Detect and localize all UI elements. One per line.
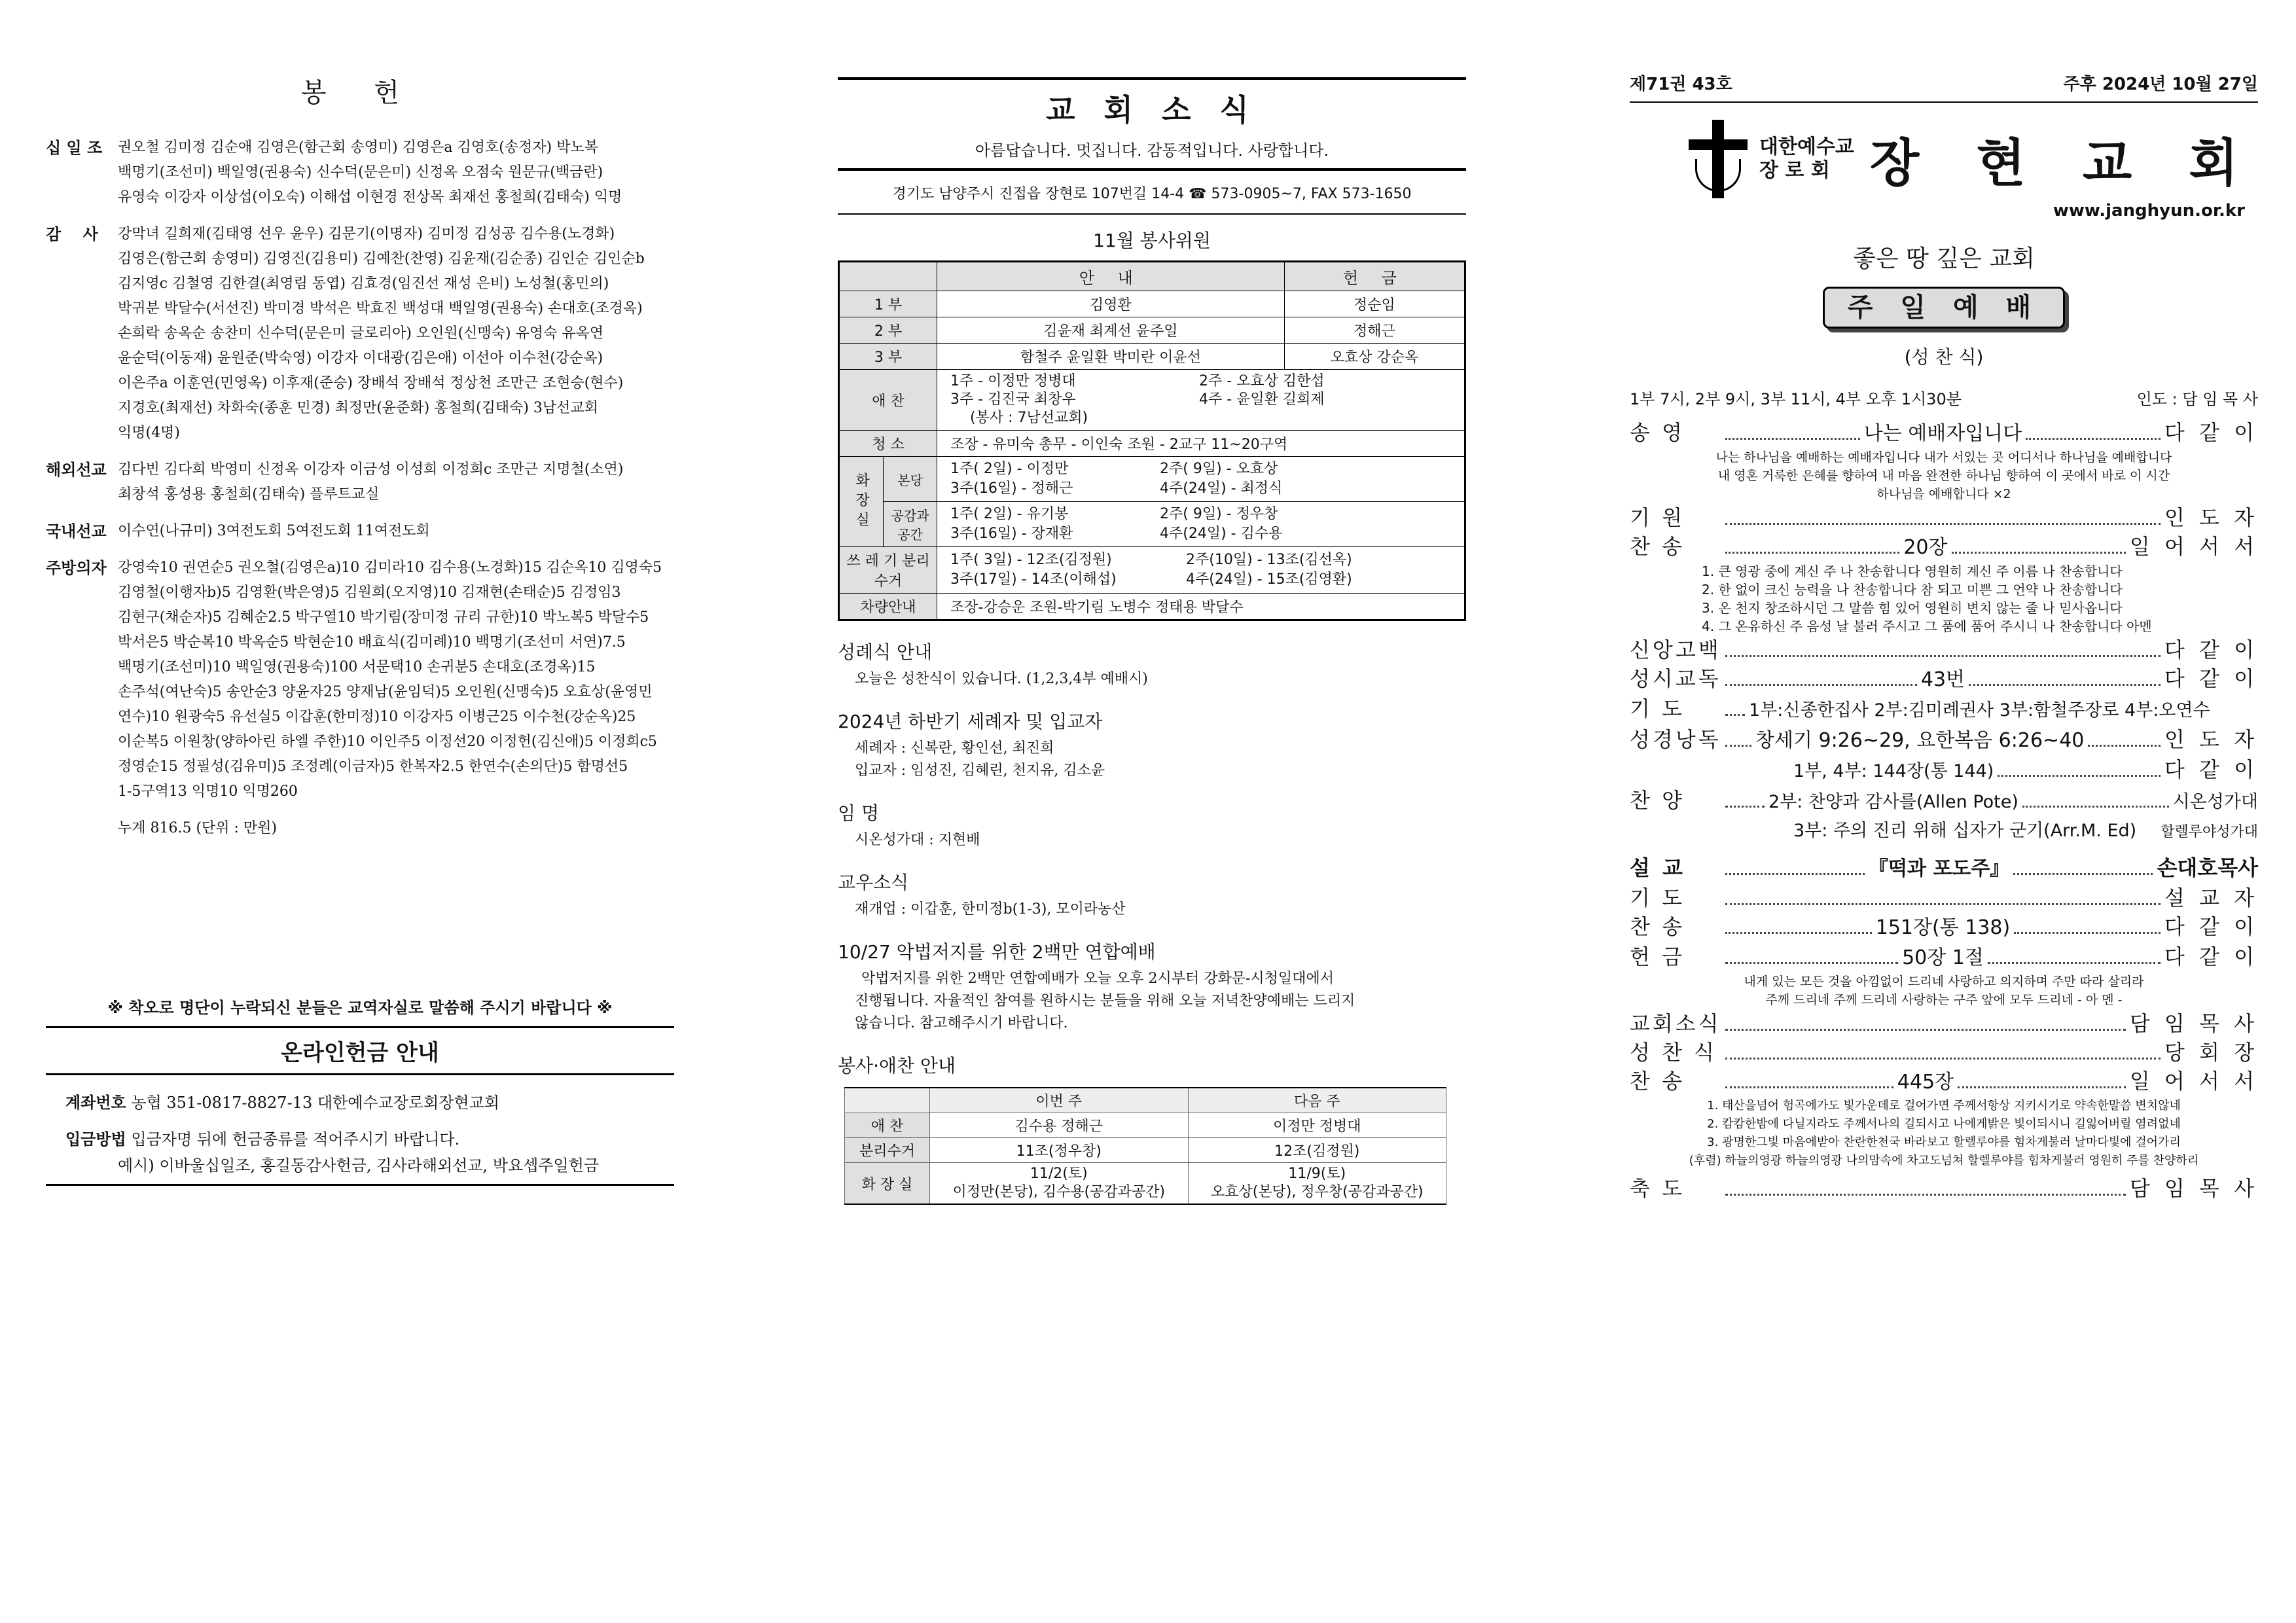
vol-head-guide: 안 내 [937, 262, 1285, 291]
offering-line: 연수)10 원광숙5 유선실5 이갑훈(한미정)10 이강자5 이병근25 이수천(강순옥)25 [118, 709, 636, 725]
appointment-text: 시온성가대 : 지현배 [855, 832, 980, 848]
communion-heading: 성례식 안내 [838, 641, 933, 663]
order-item: 찬 양 2부: 찬양과 감사를(Allen Pote) 시온성가대 [1630, 788, 2258, 813]
divider [1630, 101, 2258, 103]
order-item: 헌 금 50장 1절 다 같 이 [1630, 944, 2259, 969]
service-times-row [1630, 386, 2258, 409]
method-label: 입금방법 [65, 1130, 126, 1149]
offering-line: 이수연(나규미) 3여전도회 5여전도회 11여전도회 [118, 523, 430, 539]
order-item: 3부: 주의 진리 위해 십자가 군기(Arr.M. Ed) 할렐루야성가대 [1793, 821, 2258, 841]
order-item: 기 도 1부:신종한집사 2부:김미례권사 3부:함철주장로 4부:오연수 [1630, 696, 2210, 721]
rally-heading: 10/27 악법저지를 위한 2백만 연합예배 [838, 941, 1156, 963]
offering-line: 이은주a 이훈연(민영옥) 이후재(준승) 장배석 장배석 정상천 조만근 조현승(현수) [118, 375, 624, 391]
rally-text-3: 않습니다. 참고해주시기 바랍니다. [855, 1015, 1068, 1031]
offering-total: 누계 816.5 (단위 : 만원) [118, 820, 278, 836]
order-item: 송 영 나는 예배자입니다 다 같 이 [1630, 420, 2259, 445]
offering-line: 최창석 홍성용 홍철희(김태숙) 플루트교실 [118, 486, 380, 503]
news-subtitle: 아름답습니다. 멋집니다. 감동적입니다. 사랑합니다. [975, 141, 1329, 160]
service-title: 주 일 예 배 [1823, 287, 2065, 329]
denomination-line-1: 대한예수교 [1759, 135, 1854, 158]
offering-column [46, 0, 674, 841]
table-row: 쓰 레 기 분리수거 1주( 3일) - 12조(김정원) 2주(10일) - 13조(김선옥) 3주(17일) - 14조(이해섭) 4주(24일) - 15조(김영환) [839, 547, 1465, 594]
method-row [46, 1126, 674, 1152]
account-value: 농협 351-0817-8827-13 대한예수교장로회장현교회 [131, 1094, 500, 1112]
offering-line: 이순복5 이원창(양하아린 하엘 주한)10 이인주5 이정선20 이정헌(김신애)5 이정희c5 [118, 734, 657, 750]
order-item: 찬 송 151장(통 138) 다 같 이 [1630, 914, 2258, 939]
offering-line: 강영숙10 권연순5 권오철(김영은a)10 김미라10 김수용(노경화)15 김순옥10 김영숙5 [118, 560, 662, 576]
rally-text-2: 진행됩니다. 자율적인 참여를 원하시는 분들을 위해 오늘 저녁찬양예배는 드리지 [855, 993, 1355, 1009]
method-value: 입금자명 뒤에 헌금종류를 적어주시기 바랍니다. [131, 1130, 460, 1149]
news-header [838, 77, 1466, 171]
account-label: 계좌번호 [65, 1094, 126, 1112]
offering-line: 윤순덕(이동재) 윤원준(박숙영) 이강자 이대광(김은애) 이선아 이수천(강순옥) [118, 350, 603, 366]
church-name: 장 현 교 회 [1869, 134, 2258, 193]
offering-line: 김지영c 김철영 김한결(최영림 동엽) 김효경(임진선 재성 은비) 노성철(홍민의) [118, 276, 609, 292]
offering-line: 백명기(조선미)10 백일영(권용숙)100 서문택10 손귀분5 손대호(조경옥)15 [118, 659, 596, 675]
member-news-heading: 교우소식 [838, 872, 909, 893]
account-row [46, 1090, 674, 1116]
order-item: 1부, 4부: 144장(통 144) 다 같 이 [1793, 757, 2258, 782]
baptism-text-1: 세례자 : 신복란, 황인선, 최진희 [855, 740, 1054, 757]
service-times: 1부 7시, 2부 9시, 3부 11시, 4부 오후 1시30분 [1630, 390, 1962, 408]
offering-group [46, 135, 674, 210]
offering-line: 권오철 김미정 김순애 김영은(함근회 송영미) 김영은a 김영호(송정자) 박노복 [118, 139, 598, 156]
offering-line: 백명기(조선미) 백일영(권용숙) 신수덕(문은미) 신정옥 오점숙 원문규(백금란) [118, 164, 603, 181]
offering-group-label: 해외선교 [46, 461, 107, 479]
volunteer-title: 11월 봉사위원 [1093, 230, 1211, 251]
table-row: 공감과 공간 1주( 2일) - 유기봉 2주( 9일) - 정우창 3주(16일) - 장재환 4주(24일) - 김수용 [839, 502, 1465, 547]
volunteer-table [838, 260, 1466, 621]
member-news-text: 재개업 : 이갑훈, 한미정b(1-3), 모이라농산 [855, 901, 1126, 918]
table-row: 화장실 본당 1주( 2일) - 이정만 2주( 9일) - 오효상 3주(16일) - 정해근 4주(24일) - 최정식 [839, 457, 1465, 502]
denomination-line-2: 장 로 회 [1759, 159, 1830, 182]
offering-line: 김영철(이행자b)5 김영환(박은영)5 김원희(오지영)10 김재현(손태순)5 김정임3 [118, 584, 621, 601]
order-item: 성시교독 43번 다 같 이 [1630, 666, 2258, 691]
table-row: 2 부 김윤재 최계선 윤주일 정해근 [839, 317, 1465, 344]
offering-line: 지경호(최재선) 차화숙(종훈 민경) 최정만(윤준화) 홍철희(김태숙) 3남선교회 [118, 400, 598, 416]
volume-number: 제71권 43호 [1630, 75, 1732, 94]
bulletin-date: 주후 2024년 10월 27일 [2063, 75, 2258, 94]
offering-line: 손주석(여난숙)5 송안순3 양윤자25 양재남(윤임덕)5 오인원(신맹숙)5 오효상(윤영민 [118, 684, 653, 700]
offering-line: 박귀분 박달수(서선진) 박미경 박석은 박효진 백성대 백일영(권용숙) 손대호(조경옥) [118, 300, 643, 317]
offering-title: 봉 헌 [301, 78, 419, 108]
order-item: 기 도 설 교 자 [1630, 885, 2258, 910]
table-row: 차량안내 조장-강승운 조원-박기림 노병수 정태용 박달수 [839, 594, 1465, 620]
offering-group [46, 556, 674, 804]
news-column [838, 0, 1466, 1205]
church-address: 경기도 남양주시 진접읍 장현로 107번길 14-4 ☎ 573-0905~7, FAX 573-1650 [892, 186, 1412, 202]
offering-group [46, 222, 674, 446]
offering-line: 강막녀 길희재(김태영 선우 윤우) 김문기(이명자) 김미정 김성공 김수용(노경화) [118, 226, 615, 242]
offering-line: 김영은(함근회 송영미) 김영진(김용미) 김예찬(찬영) 김윤재(김순종) 김인순 김인순b [118, 251, 645, 267]
service-leader: 인도 : 담 임 목 사 [2136, 390, 2258, 408]
order-item: 기 원 인 도 자 [1630, 505, 2258, 530]
order-item: 신앙고백 다 같 이 [1630, 637, 2258, 662]
offering-line: 익명(4명) [118, 425, 180, 441]
offering-group-label: 국내선교 [46, 522, 107, 541]
communion-text: 오늘은 성찬식이 있습니다. (1,2,3,4부 예배시) [855, 671, 1148, 687]
offering-line: 1-5구역13 익명10 익명260 [118, 783, 298, 800]
serve-heading: 봉사·애찬 안내 [838, 1055, 956, 1077]
offering-list [46, 135, 674, 804]
method-example: 예시) 이바울십일조, 홍길동감사헌금, 김사라해외선교, 박요셉주일헌금 [118, 1156, 600, 1175]
table-row: 청 소 조장 - 유미숙 총무 - 이인숙 조원 - 2교구 11~20구역 [839, 431, 1465, 457]
offering-group-label: 감 사 [46, 225, 98, 243]
order-item: 성경낭독 창세기 9:26~29, 요한복음 6:26~40 인 도 자 [1630, 727, 2258, 752]
rally-text-1: 악법저지를 위한 2백만 연합예배가 오늘 오후 2시부터 강화문-시청일대에서 [861, 971, 1334, 987]
order-item: 찬 송 445장 일 어 서 서 [1630, 1069, 2259, 1094]
offering-group [46, 519, 674, 544]
offering-group-label: 주방의자 [46, 559, 107, 577]
appointment-heading: 임 명 [838, 802, 879, 824]
serve-table: 이번 주 다음 주 애 찬 김수용 정해근 이정만 정병대 분리수거 11조(정우창) 12조(김정원) 화 장 실 11/2(토) 이정만(본당), 김수용(공감과공간) 11/9(토) 오효상(본당), 정우창(공감과공간) [844, 1087, 1446, 1205]
online-offering-title: 온라인헌금 안내 [46, 1028, 674, 1075]
bulletin-column [1630, 0, 2258, 1203]
table-row: 1 부 김영환 정순임 [839, 291, 1465, 317]
order-item: 축 도 담 임 목 사 [1630, 1176, 2258, 1201]
baptism-text-2: 입교자 : 임성진, 김혜린, 천지유, 김소윤 [855, 762, 1105, 779]
table-row: 3 부 함철주 윤일환 박미란 이윤선 오효상 강순옥 [839, 344, 1465, 370]
bulletin-topbar [1630, 71, 2258, 95]
cross-icon [1689, 120, 1748, 198]
offering-line: 김현구(채순자)5 김혜순2.5 박구열10 박기림(장미정 규리 규한)10 박노복5 박달수5 [118, 609, 649, 626]
news-title: 교 회 소 식 [1046, 92, 1258, 128]
table-row: 애 찬 1주 - 이정만 정병대 2주 - 오효상 김한섭 3주 - 김진국 최창우 4주 - 윤일환 길희제 (봉사 : 7남선교회) [839, 370, 1465, 431]
order-of-worship: 송 영 나는 예배자입니다 다 같 이 나는 하나님을 예배하는 예배자입니다 내가 서있는 곳 어디서나 하나님을 예배합니다 내 영혼 거룩한 은혜를 향하여 내 마음 완전한 하나님 향하여 이 곳에서 바로 이 시간 하나님을 예배합니다 ×2 기 원 인 도 자 찬 송 20장 일 어 서 서 1. 큰 영광 중에 계신 주 나 찬송합니다 영원히 계신 주 이름 나 찬송합니다 2. 한 없이 크신 능력을 나 찬송합니다 참 되고 미쁜 그 언약 나 찬송합니다 3. 온 천지 창조하시던 그 말씀 힘 있어 영원히 변치 않는 줄 나 믿사옵니다 4. 그 온유하신 주 음성 날 불러 주시고 그 품에 품어 주시니 나 찬송합니다 아멘 신앙고백 다 같 이 성시교독 43번 다 같 이 기 도 1부:신종한집사 2부:김미례권사 3부:함철주장로 4부:오연수 성경낭독 창세기 9:26~29, 요한복음 6:26~40 인 도 자 1부, 4부: 144장(통 144) 다 같 이 찬 양 2부: 찬양과 감사를(Allen Pote) 시온성가대 3부: 주의 진리 위해 십자가 군기(Arr.M. Ed) 할렐루야성가대 설 교 『떡과 포도주』 손대호목사 기 도 설 교 자 찬 송 151장(통 138) 다 같 이 헌 금 50장 1절 다 같 이 내게 있는 모든 것을 아낌없이 드리네 사랑하고 의지하며 주만 따라 살리라 주께 드리네 주께 드리네 사랑하는 구주 앞에 모두 드리네 - 아 멘 - 교회소식 담 임 목 사 성 찬 식 당 회 장 찬 송 445장 일 어 서 서 1. 태산을넘어 험곡에가도 빛가운데로 걸어가면 주께서항상 지키시기로 약속한말씀 변치않네 2. 캄캄한밤에 다닐지라도 주께서나의 길되시고 나에게밝은 빛이되시니 길잃어버릴 염려없네 3. 광명한그빛 마음에받아 찬란한천국 바라보고 할렐루야를 힘차게불러 날마다빛에 걸어가리 (후렴) 하늘의영광 하늘의영광 나의맘속에 차고도넘쳐 할렐루야를 힘차게불러 영원히 주를 찬양하리 축 도 담 임 목 사 [1630, 418, 2258, 1203]
offering-line: 정영순15 정필성(김유미)5 조정례(이금자)5 한복자2.5 한연수(손의단)5 함명선5 [118, 758, 628, 775]
divider [838, 213, 1466, 215]
order-item: 교회소식 담 임 목 사 [1630, 1011, 2258, 1036]
service-subtitle: (성 찬 식) [1904, 346, 1984, 368]
vol-head-offer: 헌 금 [1284, 262, 1465, 291]
online-offering-box [46, 1026, 674, 1186]
order-item: 설 교 『떡과 포도주』 손대호목사 [1630, 855, 2259, 880]
order-item: 성 찬 식 당 회 장 [1630, 1040, 2258, 1065]
offering-line: 손희락 송옥순 송찬미 신수덕(문은미 글로리아) 오인원(신맹숙) 유영숙 유옥연 [118, 325, 604, 342]
offering-line: 박서은5 박순복10 박옥순5 박현순10 배효식(김미례)10 백명기(조선미 서연)7.5 [118, 634, 626, 651]
church-logo [1689, 120, 2258, 198]
order-item: 찬 송 20장 일 어 서 서 [1630, 534, 2259, 559]
baptism-heading: 2024년 하반기 세례자 및 입교자 [838, 711, 1103, 732]
offering-group [46, 457, 674, 507]
church-slogan: 좋은 땅 깊은 교회 [1853, 245, 2035, 272]
table-row: 화 장 실 11/2(토) 이정만(본당), 김수용(공감과공간) 11/9(토) 오효상(본당), 정우창(공감과공간) [845, 1163, 1446, 1205]
omission-notice: ※ 착오로 명단이 누락되신 분들은 교역자실로 말씀해 주시기 바랍니다 ※ [107, 999, 613, 1017]
table-row: 분리수거 11조(정우창) 12조(김정원) [845, 1138, 1446, 1163]
offering-line: 김다빈 김다희 박영미 신정옥 이강자 이금성 이성희 이정희c 조만근 지명철(소연) [118, 461, 624, 478]
offering-group-label: 십 일 조 [46, 139, 103, 157]
church-url[interactable]: www.janghyun.or.kr [2053, 201, 2245, 221]
offering-line: 유영숙 이강자 이상섭(이오숙) 이해섭 이현경 전상목 최재선 홍철희(김태숙) 익명 [118, 189, 622, 205]
table-row: 애 찬 김수용 정해근 이정만 정병대 [845, 1113, 1446, 1138]
